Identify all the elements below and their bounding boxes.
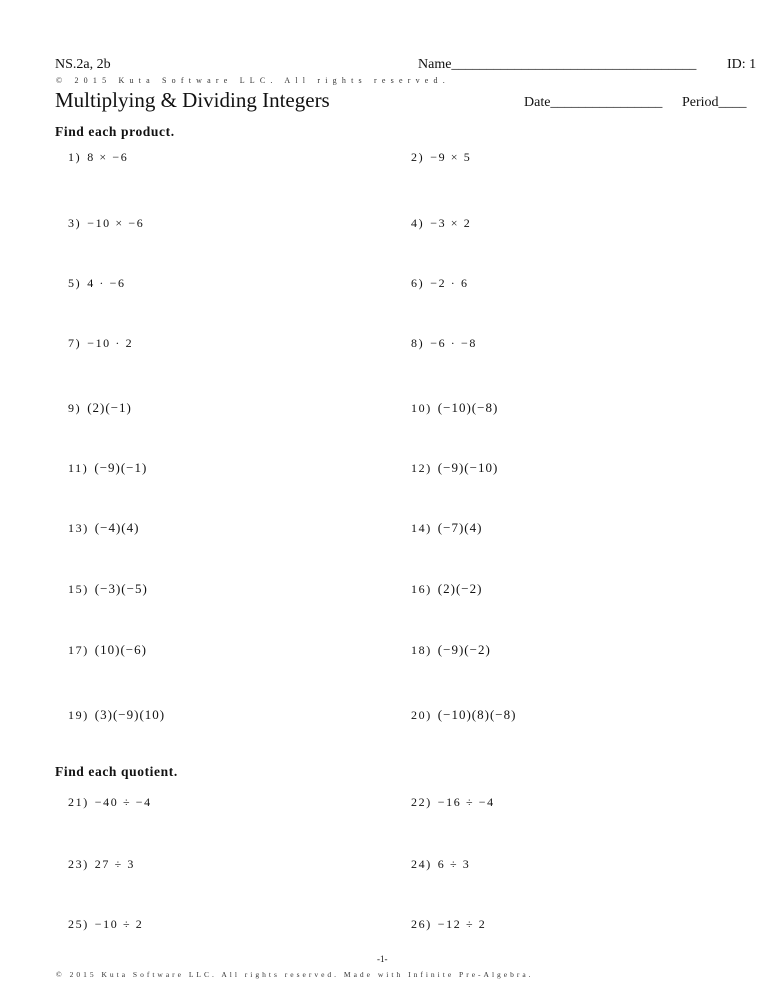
date-field: Date________________ (524, 95, 663, 110)
problem-item (411, 795, 495, 810)
problem-expression: −10 · 2 (87, 336, 134, 350)
problem-expression: (−9)(−10) (437, 460, 499, 475)
problem-number: 26) (411, 917, 432, 931)
copyright-header: © 2015 Kuta Software LLC. All rights reserved. (56, 76, 450, 85)
section-heading-quotients: Find each quotient. (55, 764, 178, 779)
problem-expression: (−10)(−8) (437, 400, 499, 415)
standard-code: NS.2a, 2b (55, 57, 111, 72)
problem-expression: (3)(−9)(10) (94, 707, 166, 722)
problem-expression: (−9)(−1) (94, 460, 148, 475)
problem-number: 5) (68, 276, 82, 290)
problem-number: 14) (411, 521, 432, 535)
problem-item (68, 642, 147, 658)
problem-expression: −16 ÷ −4 (437, 795, 495, 809)
problem-expression: 6 ÷ 3 (437, 857, 471, 871)
problem-number: 10) (411, 401, 432, 415)
section-heading-products: Find each product. (55, 124, 175, 139)
problem-item (68, 581, 148, 597)
problem-number: 24) (411, 857, 432, 871)
problem-item (411, 150, 471, 165)
problem-number: 2) (411, 150, 425, 164)
problem-item (68, 400, 132, 416)
footer-copyright: © 2015 Kuta Software LLC. All rights reserved. Made with Infinite Pre-Algebra. (56, 970, 534, 979)
problem-number: 23) (68, 857, 89, 871)
problem-expression: (−7)(4) (437, 520, 483, 535)
problem-number: 25) (68, 917, 89, 931)
problem-item (411, 857, 470, 872)
problem-item (411, 707, 516, 723)
problem-expression: (2)(−2) (437, 581, 483, 596)
problem-number: 21) (68, 795, 89, 809)
problem-expression: (2)(−1) (87, 400, 132, 415)
problem-expression: −2 · 6 (430, 276, 469, 290)
problem-expression: −12 ÷ 2 (437, 917, 487, 931)
problem-number: 7) (68, 336, 82, 350)
problem-number: 11) (68, 461, 89, 475)
problem-number: 4) (411, 216, 425, 230)
problem-expression: (10)(−6) (94, 642, 147, 657)
problem-item (68, 460, 147, 476)
problem-item (68, 336, 133, 351)
problem-item (68, 520, 139, 536)
problem-item (68, 216, 144, 231)
problem-item (411, 520, 482, 536)
problem-expression: −10 × −6 (87, 216, 145, 230)
problem-expression: 4 · −6 (87, 276, 126, 290)
problem-number: 3) (68, 216, 82, 230)
problem-number: 22) (411, 795, 432, 809)
problem-number: 15) (68, 582, 89, 596)
problem-expression: (−3)(−5) (94, 581, 148, 596)
worksheet-title: Multiplying & Dividing Integers (55, 88, 330, 112)
problem-number: 16) (411, 582, 432, 596)
problem-expression: −3 × 2 (430, 216, 472, 230)
page-number: -1- (377, 954, 388, 964)
problem-expression: −9 × 5 (430, 150, 472, 164)
problem-item (68, 857, 135, 872)
problem-item (411, 642, 491, 658)
problem-item (68, 917, 143, 932)
problem-item (411, 216, 471, 231)
problem-expression: −40 ÷ −4 (94, 795, 152, 809)
problem-item (411, 400, 498, 416)
problem-number: 6) (411, 276, 425, 290)
problem-number: 20) (411, 708, 432, 722)
problem-item (411, 917, 486, 932)
problem-expression: 8 × −6 (87, 150, 129, 164)
problem-number: 17) (68, 643, 89, 657)
problem-expression: 27 ÷ 3 (94, 857, 135, 871)
problem-expression: −6 · −8 (430, 336, 477, 350)
problem-number: 9) (68, 401, 82, 415)
problem-expression: (−9)(−2) (437, 642, 491, 657)
name-field: Name___________________________________ (418, 57, 697, 72)
problem-number: 13) (68, 521, 89, 535)
problem-number: 19) (68, 708, 89, 722)
problem-item (411, 581, 482, 597)
problem-item (68, 150, 128, 165)
problem-number: 18) (411, 643, 432, 657)
problem-number: 8) (411, 336, 425, 350)
problem-item (411, 460, 498, 476)
problem-number: 1) (68, 150, 82, 164)
problem-item (411, 276, 469, 291)
problem-item (68, 707, 165, 723)
worksheet-id: ID: 1 (727, 57, 757, 72)
problem-number: 12) (411, 461, 432, 475)
problem-item (68, 795, 152, 810)
problem-item (411, 336, 477, 351)
period-field: Period____ (682, 95, 747, 110)
problem-item (68, 276, 126, 291)
problem-expression: −10 ÷ 2 (94, 917, 144, 931)
problem-expression: (−10)(8)(−8) (437, 707, 517, 722)
problem-expression: (−4)(4) (94, 520, 140, 535)
